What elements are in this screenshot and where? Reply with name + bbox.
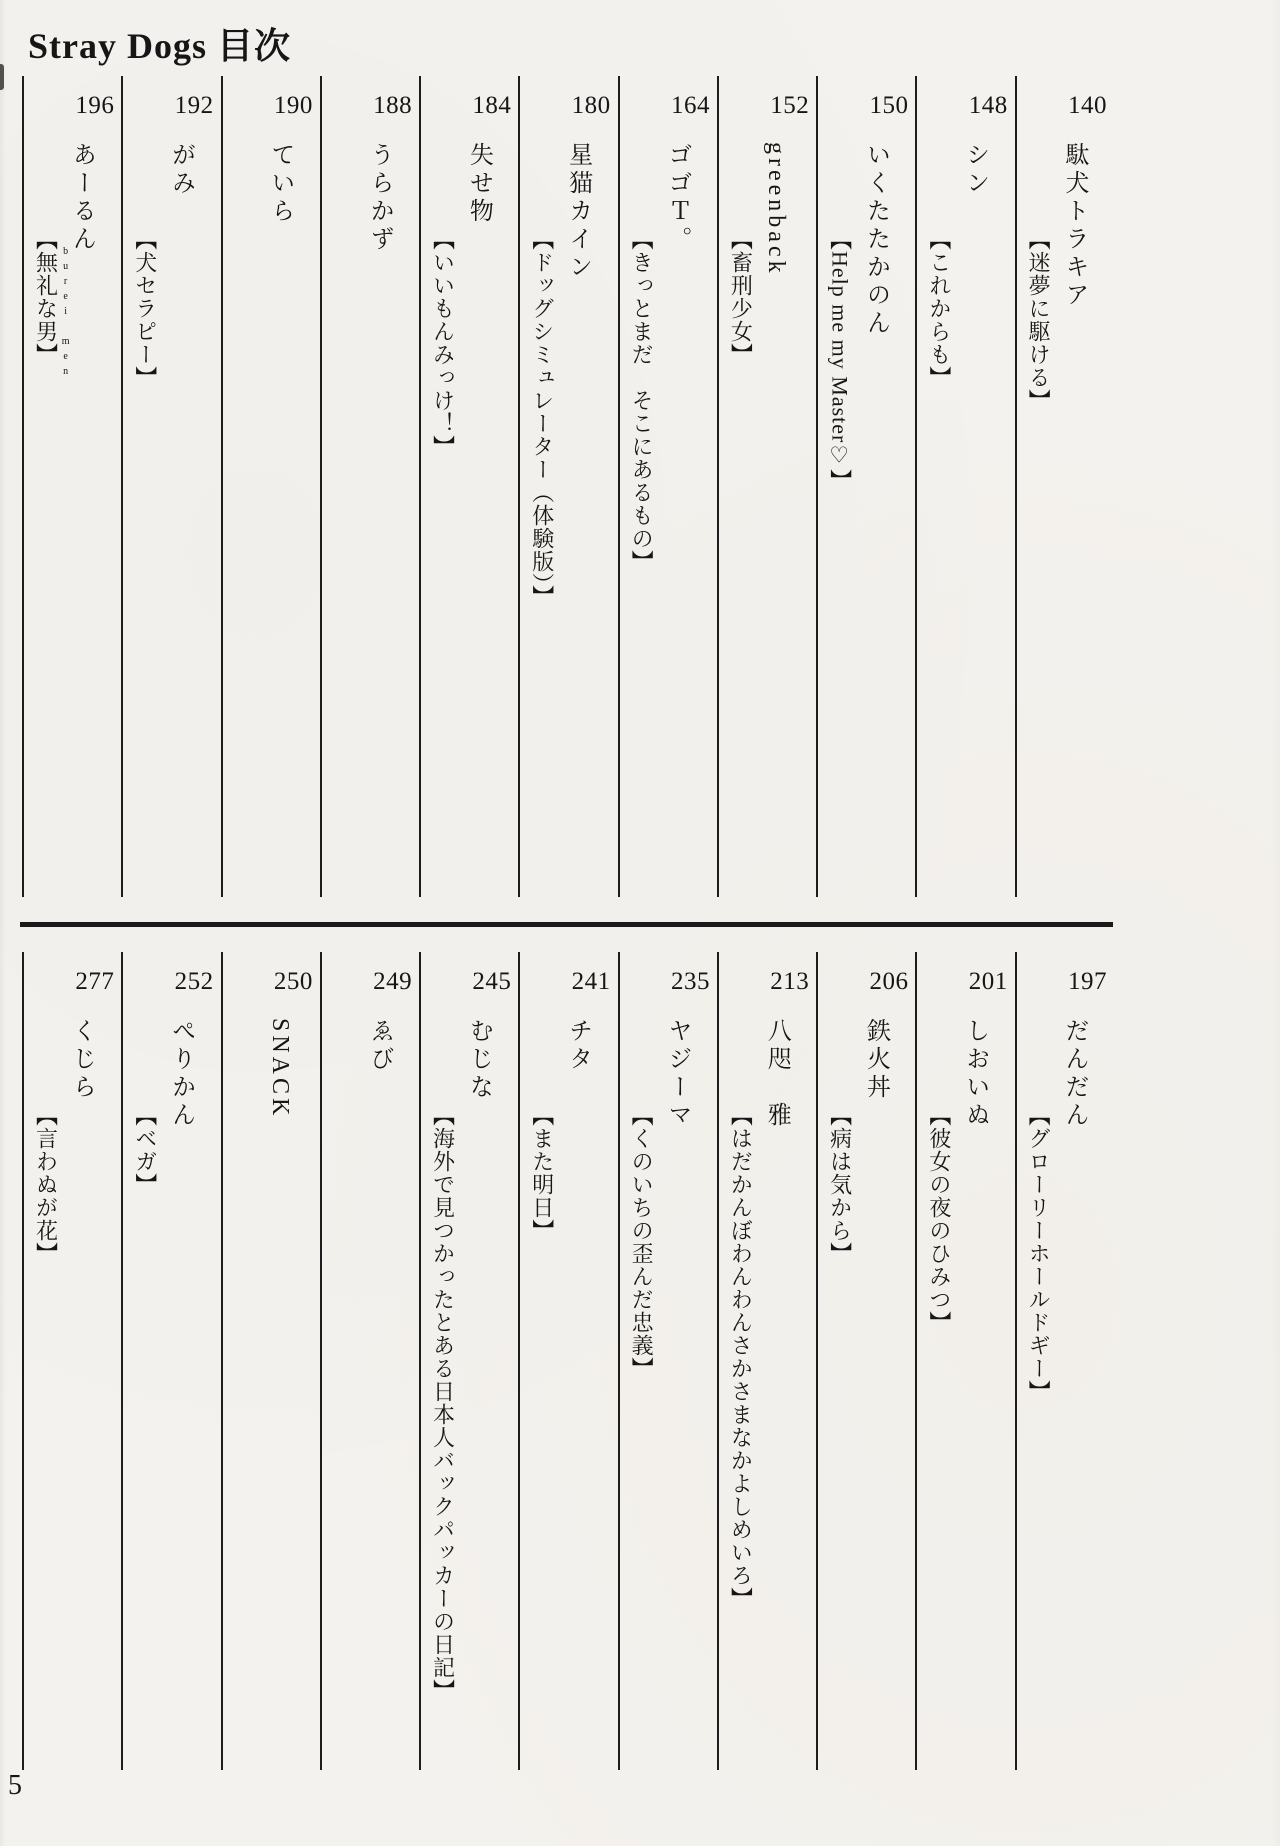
toc-entry: [618, 952, 717, 1770]
toc-furigana: burei men: [60, 246, 72, 381]
toc-page-number: 150: [869, 92, 909, 119]
toc-author-name: 失せ物: [465, 142, 492, 226]
toc-author-name: 八咫 雅: [763, 1018, 790, 1130]
toc-entry: [518, 76, 617, 897]
toc-work-title: 【無礼な男】: [33, 228, 59, 366]
toc-work-title: 【はだかんぼわんわんさかさまなかよしめいろ】: [728, 1104, 754, 1610]
toc-author-name: ヤジーマ: [663, 1018, 690, 1130]
toc-author-name: greenback: [763, 142, 790, 277]
toc-page-number: 192: [174, 92, 214, 119]
toc-entry: [22, 952, 121, 1770]
toc-entry: [816, 76, 915, 897]
toc-work-title: 【迷夢に駆ける】: [1026, 228, 1052, 412]
toc-entry: [121, 76, 220, 897]
toc-page-number: 249: [373, 968, 413, 995]
toc-page-number: 152: [770, 92, 810, 119]
toc-author-name: くじら: [68, 1018, 95, 1102]
toc-page-number: 250: [273, 968, 313, 995]
toc-author-name: あーるん: [68, 142, 95, 254]
toc-entry: [816, 952, 915, 1770]
toc-entry: [915, 952, 1014, 1770]
toc-work-title: 【グローリーホールドギー】: [1026, 1104, 1052, 1403]
toc-page-number: 201: [968, 968, 1008, 995]
toc-page-number: 190: [273, 92, 313, 119]
toc-author-name: ていら: [266, 142, 293, 226]
toc-page-number: 140: [1068, 92, 1107, 119]
toc-author-name: ぺりかん: [167, 1018, 194, 1130]
toc-author-name: チタ: [564, 1018, 591, 1074]
toc-entry: [618, 76, 717, 897]
toc-author-name: シン: [961, 142, 988, 198]
toc-work-title: 【これからも】: [926, 228, 952, 389]
toc-author-name: うらかず: [366, 142, 393, 254]
toc-work-title: 【言わぬが花】: [33, 1104, 59, 1265]
toc-page-number: 188: [373, 92, 413, 119]
toc-author-name: むじな: [465, 1018, 492, 1102]
toc-work-title: 【Help me my Master♡】: [827, 228, 853, 493]
toc-entry: [1015, 76, 1114, 897]
scan-edge-artifact: [0, 64, 4, 90]
page-title: Stray Dogs 目次: [28, 26, 291, 66]
toc-author-name: 星猫カイン: [564, 142, 591, 282]
toc-work-title: 【海外で見つかったとある日本人バックパッカーの日記】: [430, 1104, 456, 1702]
toc-page-number: 206: [869, 968, 909, 995]
toc-author-name: がみ: [167, 142, 194, 198]
toc-entry: [518, 952, 617, 1770]
toc-work-title: 【畜刑少女】: [728, 228, 754, 366]
toc-work-title: 【ベガ】: [132, 1104, 158, 1196]
toc-page-number: 164: [670, 92, 710, 119]
toc-author-name: しおいぬ: [961, 1018, 988, 1130]
toc-entry: [1015, 952, 1114, 1770]
toc-work-title: 【また明日】: [529, 1104, 555, 1242]
toc-page-number: 148: [968, 92, 1008, 119]
toc-author-name: 駄犬トラキア: [1061, 142, 1087, 310]
toc-entry: [121, 952, 220, 1770]
toc-page-number: 196: [75, 92, 115, 119]
toc-page-number: 241: [571, 968, 611, 995]
toc-entry: [320, 76, 419, 897]
toc-entry: [419, 952, 518, 1770]
toc-work-title: 【ドッグシミュレーター（体験版）】: [529, 228, 555, 608]
toc-entry: [419, 76, 518, 897]
toc-entry: [221, 952, 320, 1770]
toc-author-name: 鉄火丼: [862, 1018, 889, 1102]
toc-entry: [915, 76, 1014, 897]
toc-work-title: 【犬セラピー】: [132, 228, 158, 389]
toc-entry: [717, 76, 816, 897]
toc-author-name: いくたたかのん: [862, 142, 889, 338]
toc-author-name: ゑび: [366, 1018, 393, 1074]
toc-page-number: 213: [770, 968, 810, 995]
toc-entry: [22, 76, 121, 897]
toc-entry: [221, 76, 320, 897]
toc-page-number: 184: [472, 92, 512, 119]
toc-work-title: 【いいもんみっけ！】: [430, 228, 456, 458]
toc-author-name: ゴゴＴ。: [663, 142, 690, 254]
toc-work-title: 【くのいちの歪んだ忠義】: [629, 1104, 655, 1380]
toc-page-number: 235: [670, 968, 710, 995]
toc-work-title: 【彼女の夜のひみつ】: [926, 1104, 952, 1334]
toc-section-first-half: [22, 76, 1114, 897]
toc-page-number: 245: [472, 968, 512, 995]
toc-entry: [320, 952, 419, 1770]
toc-work-title: 【きっとまだ そこにあるもの】: [629, 228, 655, 573]
toc-page-number: 252: [174, 968, 214, 995]
toc-page-number: 277: [75, 968, 115, 995]
folio-page-number: 5: [8, 1770, 22, 1801]
toc-author-name: だんだん: [1061, 1018, 1087, 1130]
toc-entry: [717, 952, 816, 1770]
toc-work-title: 【病は気から】: [827, 1104, 853, 1265]
toc-author-name: SNACK: [266, 1018, 293, 1120]
section-divider-rule: [20, 922, 1113, 927]
toc-section-second-half: [22, 952, 1114, 1770]
toc-page-number: 180: [571, 92, 611, 119]
toc-page-number: 197: [1068, 968, 1107, 995]
